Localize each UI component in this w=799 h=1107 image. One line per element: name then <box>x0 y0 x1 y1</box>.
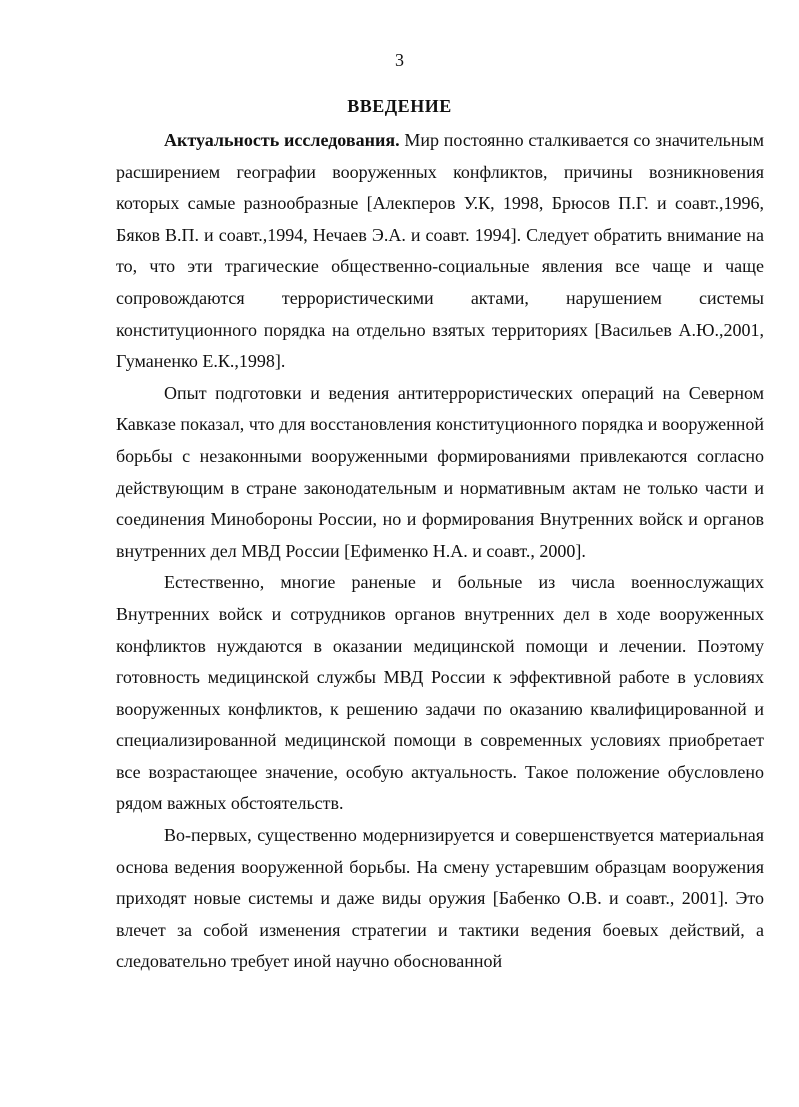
paragraph-text: Естественно, многие раненые и больные из числа военнослужащих Внутренних войск и сотрудников органов внутренних дел в ходе вооруженных конфликтов нуждаются в оказании медицинской помощи и лечении. Поэтому готовность медицинской службы МВД России к эффективной работе в условиях вооруженных конфликтов, к решению задачи по оказанию квалифицированной и специализированной медицинской помощи в современных условиях приобретает все возрастающее значение, особую актуальность. Такое положение обусловлено рядом важных обстоятельств. <box>116 572 764 814</box>
paragraph-4 <box>116 820 764 978</box>
paragraph-text: Опыт подготовки и ведения антитеррористических операций на Северном Кавказе показал, что для восстановления конституционного порядка и вооруженной борьбы с незаконными вооруженными формированиями привлекаются согласно действующим в стране законодательным и нормативным актам не только части и соединения Минобороны России, но и формирования Внутренних войск и органов внутренних дел МВД России [Ефименко Н.А. и соавт., 2000]. <box>116 382 764 561</box>
paragraph-1 <box>116 125 764 378</box>
paragraph-3 <box>116 567 764 820</box>
page-number: 3 <box>395 50 404 70</box>
paragraph-lead: Актуальность исследования. <box>164 130 400 150</box>
body-text <box>116 125 764 978</box>
paragraph-text: Во-первых, существенно модернизируется и совершенствуется материальная основа ведения вооруженной борьбы. На смену устаревшим образцам вооружения приходят новые системы и даже виды оружия [Бабенко О.В. и соавт., 2001]. Это влечет за собой изменения стратегии и тактики ведения боевых действий, а следовательно требует иной научно обоснованной <box>116 825 764 972</box>
paragraph-text: Мир постоянно сталкивается со значительным расширением географии вооруженных конфликтов, причины возникновения которых самые разнообразные [Алекперов У.К, 1998, Брюсов П.Г. и соавт.,1996, Бяков В.П. и соавт.,1994, Нечаев Э.А. и соавт. 1994]. Следует обратить внимание на то, что эти трагические общественно-социальные явления все чаще и чаще сопровождаются террористическими актами, нарушением системы конституционного порядка на отдельно взятых территориях [Васильев А.Ю.,2001, Гуманенко Е.К.,1998]. <box>116 130 764 372</box>
paragraph-2 <box>116 378 764 568</box>
section-title: ВВЕДЕНИЕ <box>347 96 452 116</box>
